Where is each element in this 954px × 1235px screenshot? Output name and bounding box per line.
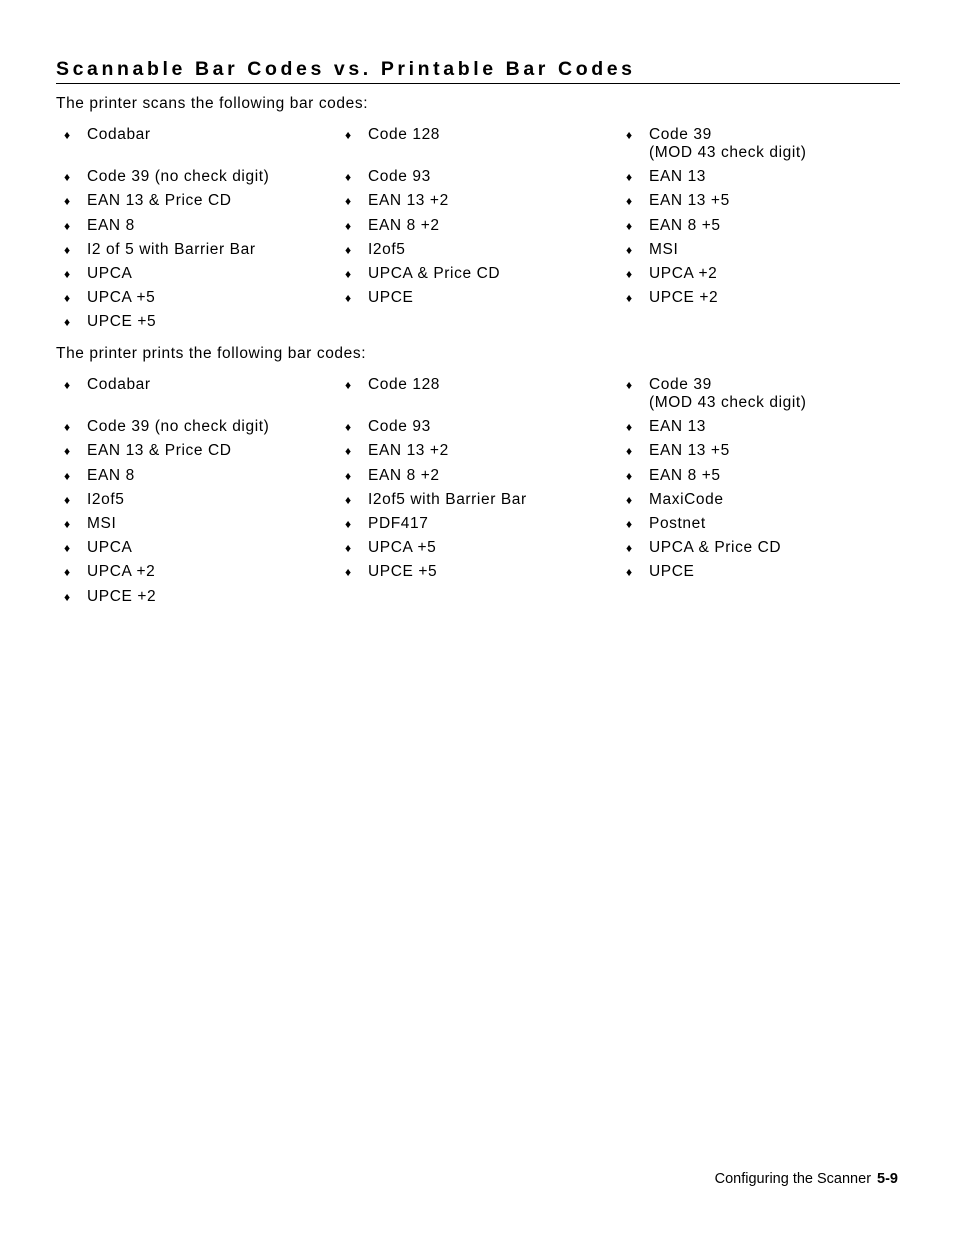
- list-item-text: [87, 265, 132, 283]
- list-item-text: [368, 442, 449, 460]
- bullet-icon: ♦: [345, 378, 352, 392]
- list-item-label: Code 128: [368, 376, 441, 393]
- list-item-label: Postnet: [649, 514, 706, 532]
- list-item-sublabel: (MOD 43 check digit): [649, 144, 807, 161]
- bullet-icon: ♦: [626, 291, 633, 306]
- scan-section-intro: The printer scans the following bar codes:: [56, 95, 369, 112]
- list-item: [64, 241, 345, 259]
- list-item-label: UPCE +5: [368, 563, 438, 581]
- bullet-icon: ♦: [345, 242, 352, 257]
- list-item-text: [649, 376, 807, 412]
- list-item-sublabel: (MOD 43 check digit): [649, 394, 807, 411]
- bullet-icon: ♦: [626, 565, 633, 580]
- list-item-label: EAN 13 +5: [649, 192, 730, 210]
- list-item-text: [649, 241, 678, 259]
- list-item: [64, 491, 345, 509]
- list-item: [626, 563, 906, 581]
- bullet-icon: ♦: [345, 565, 352, 580]
- list-item-label: UPCA: [87, 264, 133, 282]
- list-item-label: Code 128: [368, 126, 441, 143]
- list-item: [64, 192, 345, 210]
- list-item: [64, 418, 345, 436]
- list-item: [345, 126, 626, 162]
- list-item-label: PDF417: [368, 514, 429, 532]
- bullet-icon: ♦: [64, 468, 71, 483]
- bullet-icon: ♦: [345, 468, 352, 483]
- bullet-icon: ♦: [345, 444, 352, 459]
- bullet-icon: ♦: [626, 420, 633, 435]
- list-item-text: [87, 442, 232, 460]
- bullet-icon: ♦: [345, 291, 352, 306]
- bullet-icon: ♦: [345, 420, 352, 435]
- list-item: [626, 418, 906, 436]
- list-item-label: Code 93: [368, 418, 431, 436]
- list-item-label: EAN 13: [649, 168, 707, 186]
- bullet-icon: ♦: [64, 291, 71, 306]
- list-item-text: [368, 467, 440, 485]
- list-item-label: MaxiCode: [649, 490, 724, 508]
- scannable-codes-list: [64, 126, 906, 331]
- list-item: [345, 515, 626, 533]
- bullet-icon: ♦: [64, 218, 71, 233]
- list-item-label: I2of5 with Barrier Bar: [368, 490, 527, 508]
- bullet-icon: ♦: [626, 444, 633, 459]
- list-item: [626, 241, 906, 259]
- list-item-text: [87, 467, 135, 485]
- list-item-label: UPCE: [649, 563, 695, 581]
- list-item-label: UPCE: [368, 289, 414, 307]
- list-item-label: UPCE +2: [649, 289, 719, 307]
- list-item-text: [649, 217, 721, 235]
- list-item-label: Codabar: [87, 376, 151, 393]
- list-item: [345, 192, 626, 210]
- list-item-text: [87, 217, 135, 235]
- bullet-icon: ♦: [64, 516, 71, 531]
- list-item-text: [649, 168, 706, 186]
- bullet-icon: ♦: [64, 420, 71, 435]
- list-item-label: UPCA & Price CD: [649, 539, 782, 557]
- list-item-text: [87, 418, 269, 436]
- list-item: [64, 442, 345, 460]
- bullet-icon: ♦: [626, 194, 633, 209]
- list-item-text: [649, 515, 706, 533]
- list-item: [626, 467, 906, 485]
- list-item-text: [649, 563, 694, 581]
- footer-page-number: 5-9: [877, 1171, 898, 1187]
- list-item-text: [649, 442, 730, 460]
- list-item: [64, 126, 345, 162]
- list-item-text: [87, 192, 232, 210]
- list-item-text: [368, 265, 500, 283]
- list-item-text: [368, 418, 431, 436]
- list-item-label: Code 39: [649, 126, 712, 143]
- list-item: [345, 442, 626, 460]
- list-item: [345, 265, 626, 283]
- list-item-label: UPCA & Price CD: [368, 264, 501, 282]
- list-item: [626, 515, 906, 533]
- list-item: [64, 467, 345, 485]
- list-item: [626, 265, 906, 283]
- list-item: [64, 588, 345, 606]
- bullet-icon: ♦: [626, 378, 633, 392]
- list-item: [626, 289, 906, 307]
- bullet-icon: ♦: [64, 492, 71, 507]
- bullet-icon: ♦: [626, 242, 633, 257]
- list-item: [345, 563, 626, 581]
- list-item-label: MSI: [649, 240, 679, 258]
- list-item-text: [368, 376, 440, 394]
- list-item-label: EAN 13 +5: [649, 442, 730, 460]
- list-item-label: EAN 8 +2: [368, 216, 440, 234]
- list-item: [64, 563, 345, 581]
- list-item: [345, 168, 626, 186]
- bullet-icon: ♦: [626, 492, 633, 507]
- list-item: [345, 376, 626, 412]
- bullet-icon: ♦: [626, 516, 633, 531]
- bullet-icon: ♦: [345, 541, 352, 556]
- list-item-text: [87, 241, 256, 259]
- list-item: [626, 491, 906, 509]
- list-item-text: [368, 539, 436, 557]
- list-item-label: Code 39 (no check digit): [87, 168, 270, 186]
- list-item: [626, 168, 906, 186]
- list-item-label: MSI: [87, 514, 117, 532]
- bullet-icon: ♦: [345, 516, 352, 531]
- bullet-icon: ♦: [64, 170, 71, 185]
- list-item: [64, 313, 345, 331]
- list-item: [626, 192, 906, 210]
- list-item-text: [87, 563, 155, 581]
- list-item-text: [649, 289, 718, 307]
- bullet-icon: ♦: [64, 541, 71, 556]
- list-item: [626, 376, 906, 412]
- list-item-text: [368, 192, 449, 210]
- list-item-label: Codabar: [87, 126, 151, 143]
- bullet-icon: ♦: [64, 444, 71, 459]
- list-item-text: [649, 192, 730, 210]
- footer-section-name: Configuring the Scanner: [714, 1171, 872, 1187]
- bullet-icon: ♦: [626, 128, 633, 142]
- bullet-icon: ♦: [626, 541, 633, 556]
- page-footer: [715, 1170, 898, 1188]
- list-item-text: [368, 289, 413, 307]
- list-item-label: EAN 13 & Price CD: [87, 192, 232, 210]
- bullet-icon: ♦: [64, 266, 71, 281]
- list-item-text: [649, 467, 721, 485]
- list-item: [626, 217, 906, 235]
- bullet-icon: ♦: [64, 565, 71, 580]
- list-item: [64, 539, 345, 557]
- list-item: [345, 217, 626, 235]
- printable-codes-list: [64, 376, 906, 606]
- list-item: [64, 168, 345, 186]
- list-item: [345, 539, 626, 557]
- bullet-icon: ♦: [345, 218, 352, 233]
- list-item-label: UPCE +2: [87, 587, 157, 605]
- bullet-icon: ♦: [626, 266, 633, 281]
- list-item: [345, 467, 626, 485]
- bullet-icon: ♦: [345, 170, 352, 185]
- list-item-text: [368, 515, 428, 533]
- list-item-label: UPCA +5: [368, 539, 437, 557]
- list-item-label: I2of5: [368, 240, 406, 258]
- bullet-icon: ♦: [345, 266, 352, 281]
- list-item: [345, 418, 626, 436]
- list-item-label: EAN 8 +2: [368, 466, 440, 484]
- list-item: [626, 539, 906, 557]
- bullet-icon: ♦: [64, 128, 71, 142]
- list-item-label: Code 39: [649, 376, 712, 393]
- list-item-text: [368, 491, 527, 509]
- bullet-icon: ♦: [345, 194, 352, 209]
- list-item-text: [87, 376, 151, 394]
- list-item-text: [87, 313, 156, 331]
- list-item-text: [87, 515, 116, 533]
- bullet-icon: ♦: [64, 378, 71, 392]
- list-item-label: EAN 8 +5: [649, 466, 721, 484]
- bullet-icon: ♦: [626, 468, 633, 483]
- list-item-label: UPCA +5: [87, 289, 156, 307]
- bullet-icon: ♦: [345, 492, 352, 507]
- list-item-text: [649, 126, 807, 162]
- bullet-icon: ♦: [64, 589, 71, 604]
- list-item-label: I2of5: [87, 490, 125, 508]
- list-item: [64, 217, 345, 235]
- list-item-label: EAN 13 & Price CD: [87, 442, 232, 460]
- list-item-text: [368, 241, 405, 259]
- list-item-text: [368, 168, 431, 186]
- list-item-label: EAN 8: [87, 216, 135, 234]
- title-divider: [56, 83, 900, 84]
- list-item-text: [368, 563, 437, 581]
- list-item-text: [87, 491, 124, 509]
- list-item-text: [87, 588, 156, 606]
- list-item-text: [649, 418, 706, 436]
- list-item: [626, 442, 906, 460]
- print-section-intro: The printer prints the following bar codes:: [56, 345, 367, 362]
- list-item-text: [87, 539, 132, 557]
- list-item-label: UPCA +2: [87, 563, 156, 581]
- list-item-label: EAN 8 +5: [649, 216, 721, 234]
- list-item-label: UPCA +2: [649, 264, 718, 282]
- list-item: [345, 241, 626, 259]
- list-item: [64, 515, 345, 533]
- list-item: [64, 376, 345, 412]
- list-item-text: [649, 491, 724, 509]
- list-item-text: [649, 265, 717, 283]
- bullet-icon: ♦: [626, 170, 633, 185]
- list-item-text: [87, 168, 269, 186]
- list-item-text: [87, 126, 151, 144]
- list-item-text: [368, 217, 440, 235]
- page-title: Scannable Bar Codes vs. Printable Bar Codes: [56, 58, 636, 80]
- bullet-icon: ♦: [345, 128, 352, 142]
- list-item: [345, 289, 626, 307]
- list-item-text: [87, 289, 155, 307]
- list-item: [64, 265, 345, 283]
- list-item-label: EAN 8: [87, 466, 135, 484]
- list-item: [626, 126, 906, 162]
- bullet-icon: ♦: [64, 242, 71, 257]
- list-item-label: Code 39 (no check digit): [87, 418, 270, 436]
- list-item-label: UPCA: [87, 539, 133, 557]
- list-item: [64, 289, 345, 307]
- list-item-text: [368, 126, 440, 144]
- bullet-icon: ♦: [64, 194, 71, 209]
- list-item-label: I2 of 5 with Barrier Bar: [87, 240, 256, 258]
- bullet-icon: ♦: [626, 218, 633, 233]
- list-item-text: [649, 539, 781, 557]
- list-item-label: EAN 13 +2: [368, 192, 449, 210]
- list-item: [345, 491, 626, 509]
- list-item-label: EAN 13: [649, 418, 707, 436]
- list-item-label: Code 93: [368, 168, 431, 186]
- bullet-icon: ♦: [64, 315, 71, 330]
- list-item-label: EAN 13 +2: [368, 442, 449, 460]
- list-item-label: UPCE +5: [87, 313, 157, 331]
